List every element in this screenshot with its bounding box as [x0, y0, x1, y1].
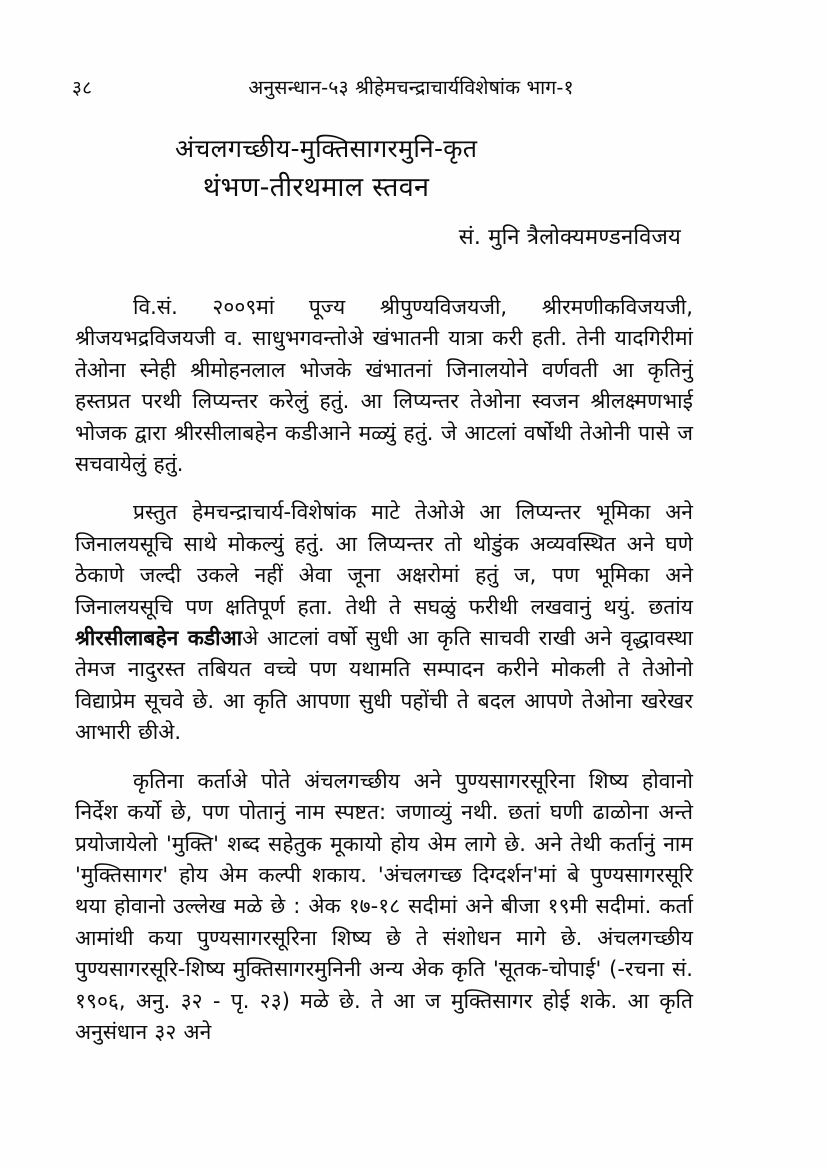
body-paragraph: कृतिना कर्ताअे पोते अंचलगच्छीय अने पुण्यसागरसूरिना शिष्य होवानो निर्देश कर्यो छे, पण पोतानुं नाम स्पष्टत: जणाव्युं नथी. छतां घणी ढाळोना अन्ते प्रयोजायेलो 'मुक्ति' शब्द सहेतुक मूकायो होय अेम लागे छे. अने तेथी कर्तानुं नाम 'मुक्तिसागर' होय अेम कल्पी शकाय. 'अंचलगच्छ दिग्दर्शन'मां बे पुण्यसागरसूरि थया होवानो उल्लेख मळे छे : अेक १७-१८ सदीमां अने बीजा १९मी सदीमां. कर्ता आमांथी कया पुण्यसागरसूरिना शिष्य छे ते संशोधन मागे छे. अंचलगच्छीय पुण्यसागरसूरि-शिष्य मुक्तिसागरमुनिनी अन्य अेक कृति 'सूतक-चोपाई' (-रचना सं. १९०६, अनु. ३२ - पृ. २३) मळे छे. ते आ ज मुक्तिसागर होई शके. आ कृति अनुसंधान ३२ अने [75, 768, 693, 1044]
running-head [72, 78, 756, 108]
article-body [75, 292, 693, 1048]
article-title-block [75, 132, 693, 254]
page-number: ३८ [72, 77, 93, 99]
article-byline: सं. मुनि त्रैलोक्यमण्डनविजय [458, 224, 681, 250]
paragraph-text-before-bold: प्रस्तुत हेमचन्द्राचार्य-विशेषांक माटे तेओअे आ लिप्यन्तर भूमिका अने जिनालयसूचि साथे मोकल्युं हतुं. आ लिप्यन्तर तो थोडुंक अव्यवस्थित अने घणे ठेकाणे जल्दी उकले नहीं अेवा जूना अक्षरोमां हतुं ज, पण भूमिका अने जिनालयसूचि पण क्षतिपूर्ण हता. तेथी ते सघळुं फरीथी लखवानुं थयुं. छतांय [75, 500, 693, 619]
article-title-line-1: अंचलगच्छीय-मुक्तिसागरमुनि-कृत [175, 134, 478, 163]
emphasized-name: श्रीरसीलाबहेन कडीआ [75, 626, 243, 651]
paragraph-text-after-bold: अे आटलां वर्षो सुधी आ कृति साचवी राखी अने वृद्धावस्था तेमज नादुरस्त तबियत वच्चे पण यथामति सम्पादन करीने मोकली ते तेओनो विद्याप्रेम सूचवे छे. आ कृति आपणा सुधी पहोंची ते बदल आपणे तेओना खरेखर आभारी छीअे. [75, 626, 693, 745]
body-paragraph [75, 497, 693, 748]
running-head-title: अनुसन्धान-५३ श्रीहेमचन्द्राचार्यविशेषांक भाग-१ [248, 76, 574, 99]
body-paragraph: वि.सं. २००९मां पूज्य श्रीपुण्यविजयजी, श्रीरमणीकविजयजी, श्रीजयभद्रविजयजी व. साधुभगवन्तोअे खंभातनी यात्रा करी हती. तेनी यादगिरीमां तेओना स्नेही श्रीमोहनलाल भोजके खंभातनां जिनालयोने वर्णवती आ कृतिनुं हस्तप्रत परथी लिप्यन्तर करेलुं हतुं. आ लिप्यन्तर तेओना स्वजन श्रीलक्ष्मणभाई भोजक द्वारा श्रीरसीलाबहेन कडीआने मळ्युं हतुं. जे आटलां वर्षोथी तेओनी पासे ज सचवायेलुं हतुं. [75, 295, 693, 477]
article-title-line-2: थंभण-तीरथमाल स्तवन [203, 172, 430, 203]
